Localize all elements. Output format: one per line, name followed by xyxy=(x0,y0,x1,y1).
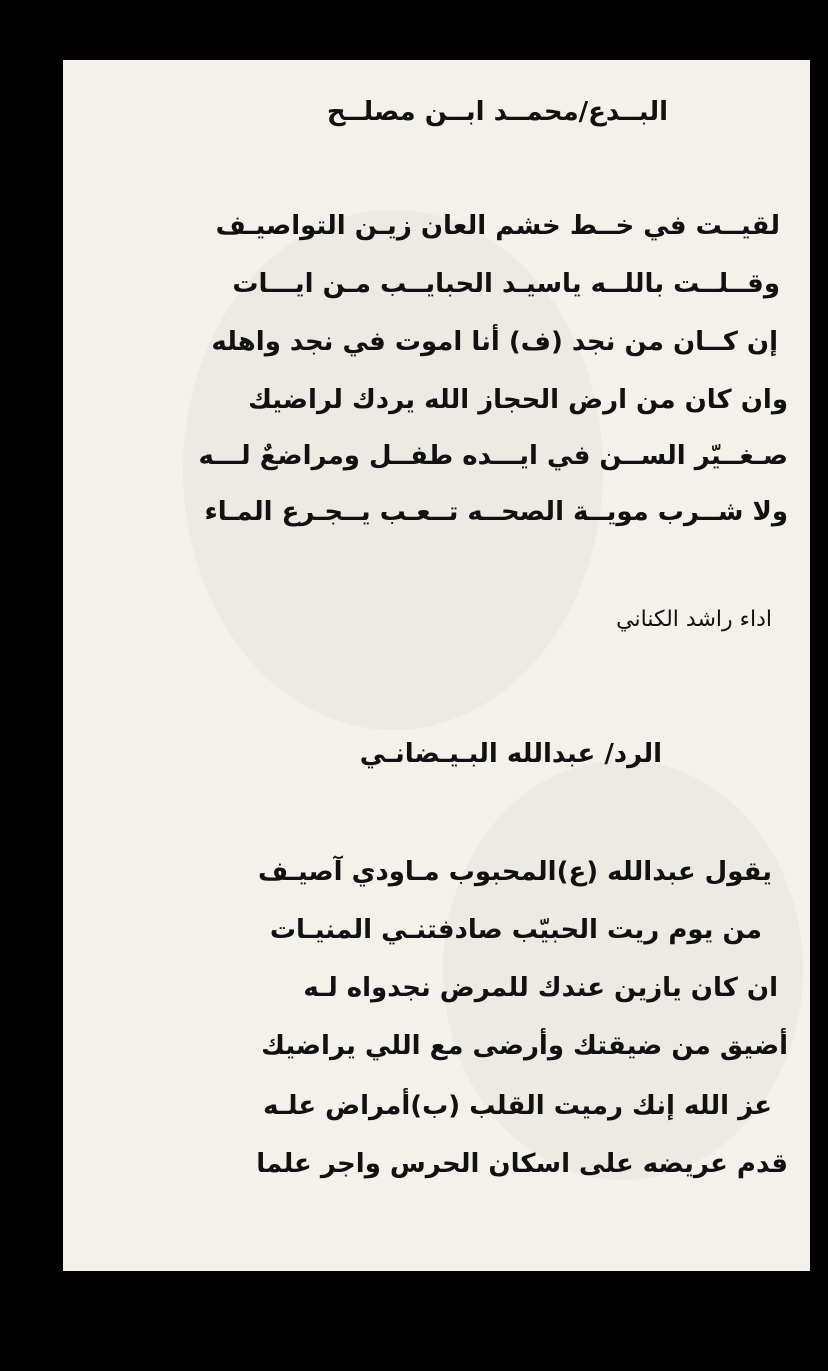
poem1-line-2: وقــلــت باللــه ياسيـد الحبايــب مـن ايـــات xyxy=(232,269,780,299)
poem1-line-1: لقيــت في خــط خشم العان زيـن التواصيـف xyxy=(215,211,780,241)
poem1-line-4: وان كان من ارض الحجاز الله يردك لراضيك xyxy=(248,385,788,415)
poem1-line-3: إن كــان من نجد (ف) أنا اموت في نجد واهله xyxy=(211,327,778,357)
poem2-line-3: ان كان يازين عندك للمرض نجدواه لـه xyxy=(303,973,778,1003)
poem2-line-6: قدم عريضه على اسكان الحرس واجر علما xyxy=(256,1149,788,1179)
poem2-line-2: من يوم ريت الحبيّب صادفتنـي المنيـات xyxy=(269,915,762,945)
poem-text xyxy=(63,60,810,1271)
poem2-line-4: أضيق من ضيقتك وأرضى مع اللي يراضيك xyxy=(261,1031,788,1061)
poem2-title: الرد/ عبدالله البـيـضانـي xyxy=(359,739,662,769)
poem1-line-5: صـغــيّر الســن في ايـــده طفــل ومراضعٌ لـــه xyxy=(198,441,788,471)
poem-page xyxy=(63,60,810,1271)
poem1-title: البــدع/محمــد ابــن مصلــح xyxy=(326,97,668,127)
poem2-line-5: عز الله إنك رميت القلب (ب)أمراض علـه xyxy=(263,1091,772,1121)
poem1-credit: اداء راشد الكناني xyxy=(616,607,772,632)
poem2-line-1: يقول عبدالله (ع)المحبوب مـاودي آصيـف xyxy=(258,857,772,887)
poem1-line-6: ولا شــرب مويــة الصحــه تــعـب يــجـرع المـاء xyxy=(204,497,788,527)
